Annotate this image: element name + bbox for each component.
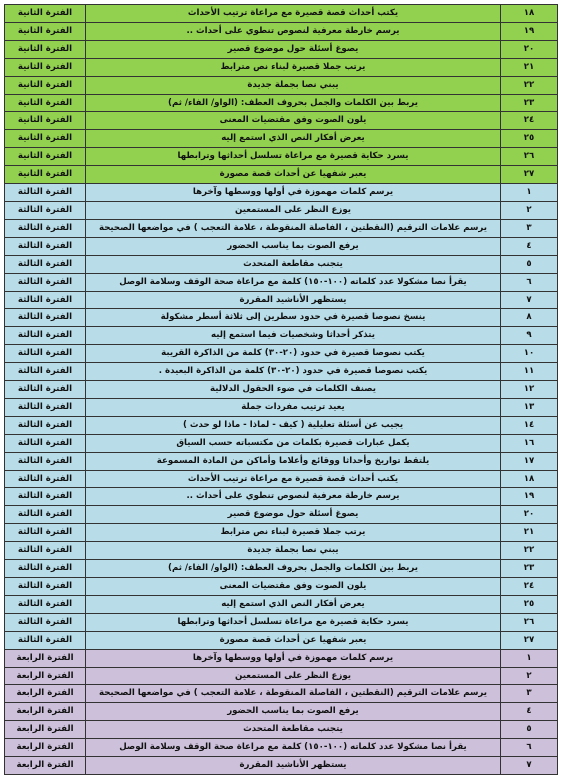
number-cell: ١٣ bbox=[501, 398, 558, 416]
table-row bbox=[5, 631, 558, 649]
number-cell: ١٧ bbox=[501, 452, 558, 470]
period-cell: الفترة الرابعة bbox=[5, 739, 86, 757]
table-row bbox=[5, 148, 558, 166]
skill-cell: يرسم علامات الترقيم (النقطتين ، الفاصلة المنقوطة ، علامة التعجب ) في مواضعها الصحيحة bbox=[86, 685, 501, 703]
skill-cell: يرفع الصوت بما يناسب الحضور bbox=[86, 237, 501, 255]
table-row bbox=[5, 309, 558, 327]
number-cell: ٩ bbox=[501, 327, 558, 345]
period-cell: الفترة الثانية bbox=[5, 58, 86, 76]
period-cell: الفترة الثالثة bbox=[5, 470, 86, 488]
period-cell: الفترة الثالثة bbox=[5, 398, 86, 416]
number-cell: ١ bbox=[501, 649, 558, 667]
number-cell: ٧ bbox=[501, 757, 558, 775]
skill-cell: يربط بين الكلمات والجمل بحروف العطف: (الواو/ الفاء/ ثم) bbox=[86, 560, 501, 578]
skill-cell: يعبر شفهيا عن أحداث قصة مصورة bbox=[86, 166, 501, 184]
period-cell: الفترة الرابعة bbox=[5, 649, 86, 667]
number-cell: ٢٢ bbox=[501, 542, 558, 560]
skill-cell: يكتب نصوصا قصيرة في حدود (٢٠-٣٠) كلمة من الذاكرة القريبة bbox=[86, 345, 501, 363]
skill-cell: يلون الصوت وفق مقتضيات المعنى bbox=[86, 112, 501, 130]
number-cell: ٢٧ bbox=[501, 166, 558, 184]
number-cell: ١٠ bbox=[501, 345, 558, 363]
number-cell: ١٨ bbox=[501, 5, 558, 23]
skill-cell: يكتب نصوصا قصيرة في حدود (٢٠-٣٠) كلمة من الذاكرة البعيدة . bbox=[86, 363, 501, 381]
skill-cell: يعرض أفكار النص الذي استمع إليه bbox=[86, 130, 501, 148]
period-cell: الفترة الثانية bbox=[5, 76, 86, 94]
skill-cell: يقرأ نصا مشكولا عدد كلماته (١٠٠-١٥٠) كلمة مع مراعاة صحة الوقف وسلامة الوصل bbox=[86, 273, 501, 291]
number-cell: ٢٦ bbox=[501, 613, 558, 631]
period-cell: الفترة الثالثة bbox=[5, 434, 86, 452]
table-row bbox=[5, 94, 558, 112]
skill-cell: يبني نصا بجملة جديدة bbox=[86, 76, 501, 94]
table-row bbox=[5, 398, 558, 416]
period-cell: الفترة الثالثة bbox=[5, 309, 86, 327]
skill-cell: يكتب أحداث قصة قصيرة مع مراعاة ترتيب الأحداث bbox=[86, 5, 501, 23]
table-row bbox=[5, 506, 558, 524]
period-cell: الفترة الثانية bbox=[5, 22, 86, 40]
table-row bbox=[5, 201, 558, 219]
number-cell: ٢٥ bbox=[501, 595, 558, 613]
period-cell: الفترة الثالثة bbox=[5, 273, 86, 291]
skill-cell: يتذكر أحداثا وشخصيات فيما استمع إليه bbox=[86, 327, 501, 345]
number-cell: ٣ bbox=[501, 219, 558, 237]
number-cell: ٢٠ bbox=[501, 506, 558, 524]
period-cell: الفترة الثالثة bbox=[5, 560, 86, 578]
table-row bbox=[5, 40, 558, 58]
number-cell: ٦ bbox=[501, 273, 558, 291]
table-row bbox=[5, 524, 558, 542]
period-cell: الفترة الرابعة bbox=[5, 685, 86, 703]
skill-cell: يصوغ أسئلة حول موضوع قصير bbox=[86, 40, 501, 58]
period-cell: الفترة الثالثة bbox=[5, 201, 86, 219]
table-row bbox=[5, 255, 558, 273]
table-row bbox=[5, 452, 558, 470]
period-cell: الفترة الثالثة bbox=[5, 363, 86, 381]
number-cell: ١٨ bbox=[501, 470, 558, 488]
period-cell: الفترة الثانية bbox=[5, 166, 86, 184]
number-cell: ١٤ bbox=[501, 416, 558, 434]
period-cell: الفترة الثالثة bbox=[5, 613, 86, 631]
table-row bbox=[5, 488, 558, 506]
number-cell: ٢٢ bbox=[501, 76, 558, 94]
table-row bbox=[5, 166, 558, 184]
table-row bbox=[5, 130, 558, 148]
period-cell: الفترة الثالثة bbox=[5, 381, 86, 399]
table-row bbox=[5, 381, 558, 399]
table-row bbox=[5, 76, 558, 94]
table-row bbox=[5, 345, 558, 363]
number-cell: ١٩ bbox=[501, 22, 558, 40]
skill-cell: يصوغ أسئلة حول موضوع قصير bbox=[86, 506, 501, 524]
skills-table bbox=[4, 4, 558, 775]
skill-cell: يكمل عبارات قصيرة بكلمات من مكتسباته حسب السياق bbox=[86, 434, 501, 452]
number-cell: ٥ bbox=[501, 255, 558, 273]
table-row bbox=[5, 5, 558, 23]
period-cell: الفترة الثالثة bbox=[5, 631, 86, 649]
skill-cell: يعبر شفهيا عن أحداث قصة مصورة bbox=[86, 631, 501, 649]
period-cell: الفترة الثالثة bbox=[5, 345, 86, 363]
number-cell: ٣ bbox=[501, 685, 558, 703]
table-row bbox=[5, 470, 558, 488]
table-row bbox=[5, 22, 558, 40]
number-cell: ٨ bbox=[501, 309, 558, 327]
number-cell: ٢٦ bbox=[501, 148, 558, 166]
skill-cell: يجيب عن أسئلة تعليلية ( كيف - لماذا - ماذا لو حدث ) bbox=[86, 416, 501, 434]
table-row bbox=[5, 721, 558, 739]
skill-cell: يرسم خارطة معرفية لنصوص تنطوي على أحداث .. bbox=[86, 488, 501, 506]
table-row bbox=[5, 667, 558, 685]
table-row bbox=[5, 595, 558, 613]
table-row bbox=[5, 685, 558, 703]
skill-cell: يعيد ترتيب مفردات جملة bbox=[86, 398, 501, 416]
number-cell: ٢١ bbox=[501, 524, 558, 542]
table-row bbox=[5, 703, 558, 721]
period-cell: الفترة الثانية bbox=[5, 94, 86, 112]
number-cell: ٢ bbox=[501, 667, 558, 685]
table-row bbox=[5, 560, 558, 578]
number-cell: ٢٤ bbox=[501, 112, 558, 130]
period-cell: الفترة الثانية bbox=[5, 148, 86, 166]
number-cell: ٢٧ bbox=[501, 631, 558, 649]
period-cell: الفترة الثالثة bbox=[5, 219, 86, 237]
table-row bbox=[5, 184, 558, 202]
number-cell: ٢٣ bbox=[501, 560, 558, 578]
table-row bbox=[5, 58, 558, 76]
table-row bbox=[5, 739, 558, 757]
number-cell: ١١ bbox=[501, 363, 558, 381]
table-row bbox=[5, 327, 558, 345]
period-cell: الفترة الثالثة bbox=[5, 452, 86, 470]
table-row bbox=[5, 416, 558, 434]
table-row bbox=[5, 542, 558, 560]
skill-cell: يوزع النظر على المستمعين bbox=[86, 667, 501, 685]
skill-cell: يوزع النظر على المستمعين bbox=[86, 201, 501, 219]
number-cell: ٢٠ bbox=[501, 40, 558, 58]
skill-cell: يلون الصوت وفق مقتضيات المعنى bbox=[86, 578, 501, 596]
table-row bbox=[5, 112, 558, 130]
table-row bbox=[5, 649, 558, 667]
period-cell: الفترة الثالثة bbox=[5, 327, 86, 345]
skill-cell: يبني نصا بجملة جديدة bbox=[86, 542, 501, 560]
table-row bbox=[5, 291, 558, 309]
table-row bbox=[5, 578, 558, 596]
period-cell: الفترة الرابعة bbox=[5, 757, 86, 775]
number-cell: ٦ bbox=[501, 739, 558, 757]
period-cell: الفترة الثالثة bbox=[5, 542, 86, 560]
skill-cell: يرسم خارطة معرفية لنصوص تنطوي على أحداث .. bbox=[86, 22, 501, 40]
period-cell: الفترة الثالثة bbox=[5, 291, 86, 309]
number-cell: ٢٤ bbox=[501, 578, 558, 596]
period-cell: الفترة الثالثة bbox=[5, 488, 86, 506]
number-cell: ١ bbox=[501, 184, 558, 202]
skill-cell: يستظهر الأناشيد المقررة bbox=[86, 291, 501, 309]
table-row bbox=[5, 434, 558, 452]
number-cell: ٤ bbox=[501, 237, 558, 255]
skill-cell: يستظهر الأناشيد المقررة bbox=[86, 757, 501, 775]
skill-cell: يرسم كلمات مهموزة في أولها ووسطها وآخرها bbox=[86, 649, 501, 667]
period-cell: الفترة الثانية bbox=[5, 112, 86, 130]
table-row bbox=[5, 273, 558, 291]
period-cell: الفترة الثالثة bbox=[5, 255, 86, 273]
period-cell: الفترة الرابعة bbox=[5, 721, 86, 739]
period-cell: الفترة الثالثة bbox=[5, 595, 86, 613]
period-cell: الفترة الثالثة bbox=[5, 506, 86, 524]
period-cell: الفترة الثانية bbox=[5, 130, 86, 148]
table-row bbox=[5, 757, 558, 775]
number-cell: ٢ bbox=[501, 201, 558, 219]
skill-cell: يرفع الصوت بما يناسب الحضور bbox=[86, 703, 501, 721]
number-cell: ٤ bbox=[501, 703, 558, 721]
skill-cell: يصنف الكلمات في ضوء الحقول الدلالية bbox=[86, 381, 501, 399]
number-cell: ٢٣ bbox=[501, 94, 558, 112]
skill-cell: يلتقط تواريخ وأحداثا ووقائع وأعلاما وأماكن من المادة المسموعة bbox=[86, 452, 501, 470]
table-row bbox=[5, 237, 558, 255]
number-cell: ٥ bbox=[501, 721, 558, 739]
period-cell: الفترة الثالثة bbox=[5, 184, 86, 202]
skill-cell: يرسم كلمات مهموزة في أولها ووسطها وآخرها bbox=[86, 184, 501, 202]
skill-cell: ينسخ نصوصا قصيرة في حدود سطرين إلى ثلاثة أسطر مشكولة bbox=[86, 309, 501, 327]
table-row bbox=[5, 219, 558, 237]
skill-cell: يرسم علامات الترقيم (النقطتين ، الفاصلة المنقوطة ، علامة التعجب ) في مواضعها الصحيحة bbox=[86, 219, 501, 237]
table-row bbox=[5, 363, 558, 381]
number-cell: ٧ bbox=[501, 291, 558, 309]
number-cell: ١٩ bbox=[501, 488, 558, 506]
number-cell: ١٦ bbox=[501, 434, 558, 452]
period-cell: الفترة الثالثة bbox=[5, 416, 86, 434]
skill-cell: يسرد حكاية قصيرة مع مراعاة تسلسل أحداثها وترابطها bbox=[86, 613, 501, 631]
skill-cell: يرتب جملا قصيرة لبناء نص مترابط bbox=[86, 524, 501, 542]
period-cell: الفترة الثانية bbox=[5, 5, 86, 23]
period-cell: الفترة الثالثة bbox=[5, 524, 86, 542]
skill-cell: يتجنب مقاطعة المتحدث bbox=[86, 255, 501, 273]
period-cell: الفترة الثالثة bbox=[5, 578, 86, 596]
skill-cell: يربط بين الكلمات والجمل بحروف العطف: (الواو/ الفاء/ ثم) bbox=[86, 94, 501, 112]
skill-cell: يعرض أفكار النص الذي استمع إليه bbox=[86, 595, 501, 613]
period-cell: الفترة الرابعة bbox=[5, 703, 86, 721]
skill-cell: يكتب أحداث قصة قصيرة مع مراعاة ترتيب الأحداث bbox=[86, 470, 501, 488]
skills-table-body bbox=[5, 5, 558, 775]
period-cell: الفترة الثالثة bbox=[5, 237, 86, 255]
period-cell: الفترة الثانية bbox=[5, 40, 86, 58]
number-cell: ٢٥ bbox=[501, 130, 558, 148]
period-cell: الفترة الرابعة bbox=[5, 667, 86, 685]
number-cell: ٢١ bbox=[501, 58, 558, 76]
skill-cell: يرتب جملا قصيرة لبناء نص مترابط bbox=[86, 58, 501, 76]
skill-cell: يقرأ نصا مشكولا عدد كلماته (١٠٠-١٥٠) كلمة مع مراعاة صحة الوقف وسلامة الوصل bbox=[86, 739, 501, 757]
skill-cell: يتجنب مقاطعة المتحدث bbox=[86, 721, 501, 739]
table-row bbox=[5, 613, 558, 631]
number-cell: ١٢ bbox=[501, 381, 558, 399]
skill-cell: يسرد حكاية قصيرة مع مراعاة تسلسل أحداثها وترابطها bbox=[86, 148, 501, 166]
